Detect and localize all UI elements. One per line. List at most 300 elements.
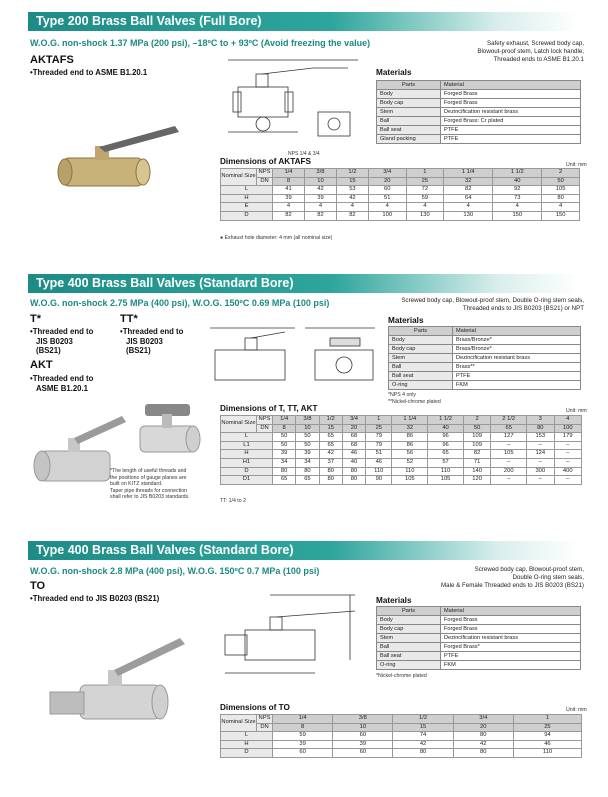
section2-banner: Type 400 Brass Ball Valves (Standard Bore) xyxy=(28,274,580,293)
drawing-nps-label: NPS 1/4 & 3/4 xyxy=(288,151,320,157)
nps-cell: 3/8 xyxy=(333,715,393,724)
dimension-cell: 82 xyxy=(273,211,305,220)
table-row xyxy=(221,467,582,476)
cell: Ball xyxy=(389,363,453,372)
dn-cell: 40 xyxy=(428,424,464,433)
dimension-cell: 60 xyxy=(333,749,393,758)
nps-cell: 1/4 xyxy=(273,715,333,724)
table-row xyxy=(221,194,580,203)
cell: FKM xyxy=(453,381,581,390)
dimension-cell: 39 xyxy=(273,194,305,203)
dimension-cell: – xyxy=(554,450,582,459)
header-cell: Parts xyxy=(389,327,453,336)
dimension-cell: 82 xyxy=(444,186,493,195)
section2-dimensions-title: Dimensions of T, TT, AKT xyxy=(220,404,318,413)
nps-cell: 1/2 xyxy=(319,416,342,425)
cell: Ball seat xyxy=(377,126,441,135)
dimension-cell: 300 xyxy=(527,467,554,476)
nps-cell: 2 xyxy=(463,416,490,425)
dimension-cell: 50 xyxy=(296,433,319,442)
table-row xyxy=(221,715,582,724)
model-t: T* xyxy=(30,313,41,325)
table-row xyxy=(221,416,582,425)
dimension-cell: 50 xyxy=(273,441,296,450)
dimension-cell: 46 xyxy=(342,450,365,459)
cell: Body cap xyxy=(377,99,441,108)
model-aktafs: AKTAFS xyxy=(30,54,74,66)
note-line: built on KITZ standard. xyxy=(110,481,163,487)
note-line: the positions of gauge planes are xyxy=(110,474,187,481)
table-row xyxy=(221,211,580,220)
dn-cell: 32 xyxy=(444,177,493,186)
bullet-line: ASME B1.20.1 xyxy=(36,383,89,393)
dimension-label: L xyxy=(221,186,273,195)
dimension-cell: 34 xyxy=(273,458,296,467)
to-materials-table xyxy=(376,606,581,670)
model-akt: AKT xyxy=(30,359,53,371)
dimension-cell: – xyxy=(527,476,554,485)
table-row xyxy=(377,616,581,625)
nps-cell: 3/4 xyxy=(368,169,406,178)
table-row xyxy=(221,749,582,758)
cell: Ball seat xyxy=(377,652,441,661)
dimension-cell: 4 xyxy=(406,203,444,212)
dimension-label: L xyxy=(221,433,273,442)
dimension-cell: 39 xyxy=(273,450,296,459)
dimension-label: D1 xyxy=(221,476,273,485)
section3-unit: Unit: mm xyxy=(566,707,587,713)
cell: Dezincification resistant brass xyxy=(441,634,581,643)
nps-cell: 1/2 xyxy=(393,715,453,724)
dimension-cell: – xyxy=(491,458,527,467)
table-row xyxy=(389,363,581,372)
dimension-cell: 4 xyxy=(444,203,493,212)
cell: Stem xyxy=(389,354,453,363)
model-tt: TT* xyxy=(120,313,138,325)
thread-standard-note xyxy=(110,468,190,501)
cell: Gland packing xyxy=(377,135,441,144)
cell: Body xyxy=(389,336,453,345)
dimension-cell: 80 xyxy=(542,194,580,203)
dimension-label: D xyxy=(221,211,273,220)
dimension-cell: 42 xyxy=(393,740,453,749)
dimension-cell: 52 xyxy=(392,458,428,467)
dimension-cell: 140 xyxy=(463,467,490,476)
dimension-cell: 120 xyxy=(463,476,490,485)
nps-cell: 1 1/4 xyxy=(444,169,493,178)
cell: Stem xyxy=(377,634,441,643)
dn-cell: 25 xyxy=(513,723,581,732)
header-cell: Material xyxy=(453,327,581,336)
dimension-cell: 39 xyxy=(273,740,333,749)
table-row xyxy=(377,634,581,643)
table-row xyxy=(221,450,582,459)
nps-cell: 3 xyxy=(527,416,554,425)
cell: Brass/Bronze* xyxy=(453,345,581,354)
dimension-cell: 110 xyxy=(513,749,581,758)
dn-cell: 10 xyxy=(304,177,336,186)
cell: Forged Brass xyxy=(441,90,581,99)
nps-cell: 1/4 xyxy=(273,416,296,425)
cell: Forged Brass xyxy=(441,616,581,625)
dn-cell: 10 xyxy=(333,723,393,732)
section3-banner: Type 400 Brass Ball Valves (Standard Bore) xyxy=(28,541,580,560)
bullet-line: (BS21) xyxy=(126,346,151,355)
nps-label: NPS xyxy=(257,169,273,178)
cell: O-ring xyxy=(377,661,441,670)
section1-dimensions-title: Dimensions of AKTAFS xyxy=(220,157,311,166)
section2-material-notes xyxy=(388,392,441,405)
section3-pressure-rating: W.O.G. non-shock 2.8 MPa (400 psi), W.O.G. 150ºC 0.7 MPa (100 psi) xyxy=(30,566,320,576)
nps-cell: 3/8 xyxy=(304,169,336,178)
dn-label: DN xyxy=(257,177,273,186)
dimension-cell: 109 xyxy=(463,433,490,442)
to-dimensions-table xyxy=(220,714,582,758)
section2-pressure-rating: W.O.G. non-shock 2.75 MPa (400 psi), W.O.G. 150ºC 0.69 MPa (100 psi) xyxy=(30,298,330,308)
dimension-cell: 105 xyxy=(542,186,580,195)
bullet-line: •Threaded end to xyxy=(30,327,94,336)
dimension-cell: 4 xyxy=(304,203,336,212)
dimension-label: D xyxy=(221,467,273,476)
dimension-cell: 65 xyxy=(273,476,296,485)
t-feature xyxy=(30,327,93,356)
dimension-cell: 42 xyxy=(304,186,336,195)
table-row xyxy=(377,90,581,99)
dimension-cell: 65 xyxy=(319,441,342,450)
dimension-cell: 80 xyxy=(342,467,365,476)
header-cell: Material xyxy=(441,81,581,90)
dimension-cell: 400 xyxy=(554,467,582,476)
tt-feature xyxy=(120,327,183,356)
table-row xyxy=(389,336,581,345)
cell: Body xyxy=(377,616,441,625)
dimension-cell: 110 xyxy=(366,467,392,476)
dimension-cell: 4 xyxy=(493,203,542,212)
note-line: shall refer to JIS B0203 standards. xyxy=(110,494,190,500)
table-row xyxy=(389,381,581,390)
dimension-cell: 105 xyxy=(491,450,527,459)
dimension-cell: 37 xyxy=(319,458,342,467)
cell: PTFE xyxy=(453,372,581,381)
section3-description xyxy=(441,566,584,590)
note-line: Taper pipe threads for connection xyxy=(110,487,187,494)
table-row xyxy=(221,732,582,741)
dimension-cell: 60 xyxy=(273,749,333,758)
dn-cell: 8 xyxy=(273,723,333,732)
cell: Body cap xyxy=(377,625,441,634)
dimension-cell: 82 xyxy=(463,450,490,459)
dimension-cell: 4 xyxy=(336,203,368,212)
dimension-label: H1 xyxy=(221,458,273,467)
dn-cell: 20 xyxy=(368,177,406,186)
dimension-cell: 200 xyxy=(491,467,527,476)
note-line: *The length of useful threads and xyxy=(110,468,187,474)
dimension-cell: 86 xyxy=(392,441,428,450)
desc-line: Male & Female Threaded ends to JIS B0203 (BS21) xyxy=(441,582,584,589)
nps-cell: 3/8 xyxy=(296,416,319,425)
header-cell: Parts xyxy=(377,607,441,616)
dimension-cell: 57 xyxy=(428,458,464,467)
dn-label: DN xyxy=(257,723,273,732)
table-row xyxy=(377,135,581,144)
dimension-cell: – xyxy=(491,476,527,485)
dimension-cell: 34 xyxy=(296,458,319,467)
dimension-cell: 79 xyxy=(366,441,392,450)
cell: Ball xyxy=(377,117,441,126)
cell: Dezincification resistant brass xyxy=(453,354,581,363)
bullet-line: JIS B0203 xyxy=(36,336,73,346)
nps-cell: 4 xyxy=(554,416,582,425)
table-row xyxy=(221,441,582,450)
dimension-cell: 130 xyxy=(406,211,444,220)
dimension-cell: 59 xyxy=(273,732,333,741)
dimension-label: E xyxy=(221,203,273,212)
dn-cell: 32 xyxy=(392,424,428,433)
cell: Body xyxy=(377,90,441,99)
dimension-cell: 110 xyxy=(392,467,428,476)
cell: Body cap xyxy=(389,345,453,354)
dimension-cell: 40 xyxy=(342,458,365,467)
cell: Dezincification resistant brass xyxy=(441,108,581,117)
dimension-cell: 80 xyxy=(453,749,513,758)
dimension-cell: – xyxy=(527,458,554,467)
to-feature: •Threaded end to JIS B0203 (BS21) xyxy=(30,594,160,603)
cell: Stem xyxy=(377,108,441,117)
dn-cell: 10 xyxy=(296,424,319,433)
dimension-label: D xyxy=(221,749,273,758)
section1-unit: Unit: mm xyxy=(566,162,587,168)
dn-label: DN xyxy=(257,424,273,433)
table-row xyxy=(221,433,582,442)
nps-label: NPS xyxy=(257,416,273,425)
dimension-cell: 53 xyxy=(336,186,368,195)
section2-unit: Unit: mm xyxy=(566,408,587,414)
desc-line: Screwed body cap, Blowout-proof stem, Double O-ring stem seals, xyxy=(401,297,584,304)
dimension-cell: 73 xyxy=(493,194,542,203)
dn-cell: 40 xyxy=(493,177,542,186)
nps-cell: 1 1/2 xyxy=(493,169,542,178)
dimension-cell: 65 xyxy=(428,450,464,459)
nps-cell: 3/4 xyxy=(342,416,365,425)
dimension-cell: 80 xyxy=(319,467,342,476)
dimension-cell: 71 xyxy=(463,458,490,467)
table-row xyxy=(221,203,580,212)
nps-cell: 1 xyxy=(366,416,392,425)
table-row xyxy=(377,643,581,652)
section1-pressure-rating: W.O.G. non-shock 1.37 MPa (200 psi), –18ºC to + 93ºC (Avoid freezing the value) xyxy=(30,38,371,48)
nominal-size-label: Nominal Size xyxy=(221,416,257,433)
cell: O-ring xyxy=(389,381,453,390)
dimension-cell: 42 xyxy=(319,450,342,459)
dn-cell: 8 xyxy=(273,424,296,433)
dn-cell: 25 xyxy=(366,424,392,433)
table-row xyxy=(221,169,580,178)
dimension-cell: 94 xyxy=(513,732,581,741)
table-row xyxy=(377,108,581,117)
dimension-cell: 82 xyxy=(336,211,368,220)
nps-cell: 1 1/4 xyxy=(392,416,428,425)
bullet-line: JIS B0203 xyxy=(126,336,163,346)
dimension-cell: 46 xyxy=(513,740,581,749)
table-row xyxy=(221,424,582,433)
nps-cell: 1 xyxy=(406,169,444,178)
bullet-line: •Threaded end to xyxy=(120,327,184,336)
dimension-cell: 153 xyxy=(527,433,554,442)
dimension-cell: 96 xyxy=(428,433,464,442)
dimension-cell: 80 xyxy=(319,476,342,485)
nps-cell: 1/2 xyxy=(336,169,368,178)
section1-materials-title: Materials xyxy=(376,68,412,77)
dimension-cell: 150 xyxy=(542,211,580,220)
note-line: *NPS 4 only xyxy=(388,392,416,398)
table-row xyxy=(377,126,581,135)
section2-materials-title: Materials xyxy=(388,316,424,325)
table-row xyxy=(377,661,581,670)
table-row xyxy=(389,345,581,354)
dimension-cell: – xyxy=(554,441,582,450)
table-row xyxy=(377,625,581,634)
bullet-line: (BS21) xyxy=(36,346,61,355)
cell: FKM xyxy=(441,661,581,670)
cell: Brass/Bronze* xyxy=(453,336,581,345)
cell: Forged Brass xyxy=(441,625,581,634)
dimension-cell: 46 xyxy=(366,458,392,467)
bullet-line: •Threaded end to xyxy=(30,374,94,383)
table-row xyxy=(221,458,582,467)
dimension-cell: 4 xyxy=(368,203,406,212)
nps-label: NPS xyxy=(257,715,273,724)
dimension-cell: 64 xyxy=(444,194,493,203)
desc-line: Double O-ring stem seals, xyxy=(512,574,584,581)
table-row xyxy=(221,723,582,732)
dimension-cell: 80 xyxy=(296,467,319,476)
t-series-drawing xyxy=(205,320,385,392)
dimension-cell: 68 xyxy=(342,433,365,442)
dn-cell: 15 xyxy=(319,424,342,433)
cell: Brass** xyxy=(453,363,581,372)
dimension-cell: 96 xyxy=(428,441,464,450)
dimension-cell: 39 xyxy=(304,194,336,203)
dimension-label: L xyxy=(221,732,273,741)
aktafs-feature: •Threaded end to ASME B1.20.1 xyxy=(30,68,148,77)
dn-cell: 15 xyxy=(336,177,368,186)
dn-cell: 65 xyxy=(491,424,527,433)
desc-line: Safety exhaust, Screwed body cap, xyxy=(487,40,584,47)
dimension-cell: 51 xyxy=(368,194,406,203)
dimension-cell: 39 xyxy=(333,740,393,749)
aktafs-drawing xyxy=(218,52,368,162)
dimension-cell: 90 xyxy=(366,476,392,485)
dimension-cell: 56 xyxy=(392,450,428,459)
dimension-label: H xyxy=(221,450,273,459)
dimension-cell: 82 xyxy=(304,211,336,220)
cell: PTFE xyxy=(441,652,581,661)
nominal-size-label: Nominal Size xyxy=(221,169,257,186)
desc-line: Screwed body cap, Blowout-proof stem, xyxy=(474,566,584,573)
to-drawing xyxy=(215,585,365,685)
dimension-label: L1 xyxy=(221,441,273,450)
section3-materials-title: Materials xyxy=(376,596,412,605)
dimension-cell: 65 xyxy=(319,433,342,442)
desc-line: Threaded ends to JIS B0203 (BS21) or NPT xyxy=(462,305,584,312)
nps-cell: 3/4 xyxy=(453,715,513,724)
aktafs-valve-photo xyxy=(55,120,185,190)
dimension-cell: 150 xyxy=(493,211,542,220)
dimension-cell: 4 xyxy=(273,203,305,212)
dimension-cell: 86 xyxy=(392,433,428,442)
akt-feature xyxy=(30,374,93,393)
dimension-cell: 179 xyxy=(554,433,582,442)
cell: PTFE xyxy=(441,126,581,135)
dimension-cell: 60 xyxy=(368,186,406,195)
nominal-size-label: Nominal Size xyxy=(221,715,257,732)
cell: Forged Brass* xyxy=(441,643,581,652)
dimension-cell: 42 xyxy=(336,194,368,203)
dimension-cell: 4 xyxy=(542,203,580,212)
dimension-cell: 39 xyxy=(296,450,319,459)
nps-cell: 1/4 xyxy=(273,169,305,178)
section2-description xyxy=(401,297,584,313)
dn-cell: 15 xyxy=(393,723,453,732)
dimension-cell: 65 xyxy=(296,476,319,485)
aktafs-materials-table xyxy=(376,80,581,144)
header-cell: Parts xyxy=(377,81,441,90)
section1-footnote: ● Exhaust hole diameter: 4 mm (all nominal size) xyxy=(220,235,333,241)
dimension-cell: 72 xyxy=(406,186,444,195)
cell: Forged Brass xyxy=(441,99,581,108)
section2-footnote: TT: 1/4 to 2 xyxy=(220,498,246,504)
dn-cell: 20 xyxy=(342,424,365,433)
aktafs-dimensions-table xyxy=(220,168,580,221)
dn-cell: 80 xyxy=(527,424,554,433)
nps-cell: 1 xyxy=(513,715,581,724)
dimension-cell: 105 xyxy=(428,476,464,485)
dimension-label: H xyxy=(221,740,273,749)
dimension-cell: 51 xyxy=(366,450,392,459)
dimension-cell: 74 xyxy=(393,732,453,741)
table-row xyxy=(377,607,581,616)
dn-cell: 50 xyxy=(463,424,490,433)
table-row xyxy=(389,327,581,336)
dimension-cell: 41 xyxy=(273,186,305,195)
dimension-cell: 127 xyxy=(491,433,527,442)
dimension-cell: 42 xyxy=(453,740,513,749)
table-row xyxy=(221,177,580,186)
dimension-cell: 80 xyxy=(393,749,453,758)
table-row xyxy=(377,117,581,126)
dimension-cell: – xyxy=(554,476,582,485)
section1-description xyxy=(477,40,584,64)
t-series-materials-table xyxy=(388,326,581,390)
dimension-cell: 130 xyxy=(444,211,493,220)
section3-dimensions-title: Dimensions of TO xyxy=(220,703,290,712)
dimension-cell: 68 xyxy=(342,441,365,450)
section1-banner: Type 200 Brass Ball Valves (Full Bore) xyxy=(28,12,580,31)
desc-line: Blowout-proof stem, Latch lock handle, xyxy=(477,48,584,55)
dimension-cell: 79 xyxy=(366,433,392,442)
dimension-cell: 80 xyxy=(453,732,513,741)
dimension-cell: 100 xyxy=(368,211,406,220)
dimension-cell: 105 xyxy=(392,476,428,485)
table-row xyxy=(389,372,581,381)
dimension-cell: 80 xyxy=(342,476,365,485)
table-row xyxy=(221,186,580,195)
header-cell: Material xyxy=(441,607,581,616)
dn-cell: 100 xyxy=(554,424,582,433)
to-valve-photo xyxy=(40,630,200,740)
table-row xyxy=(377,81,581,90)
nps-cell: 2 xyxy=(542,169,580,178)
